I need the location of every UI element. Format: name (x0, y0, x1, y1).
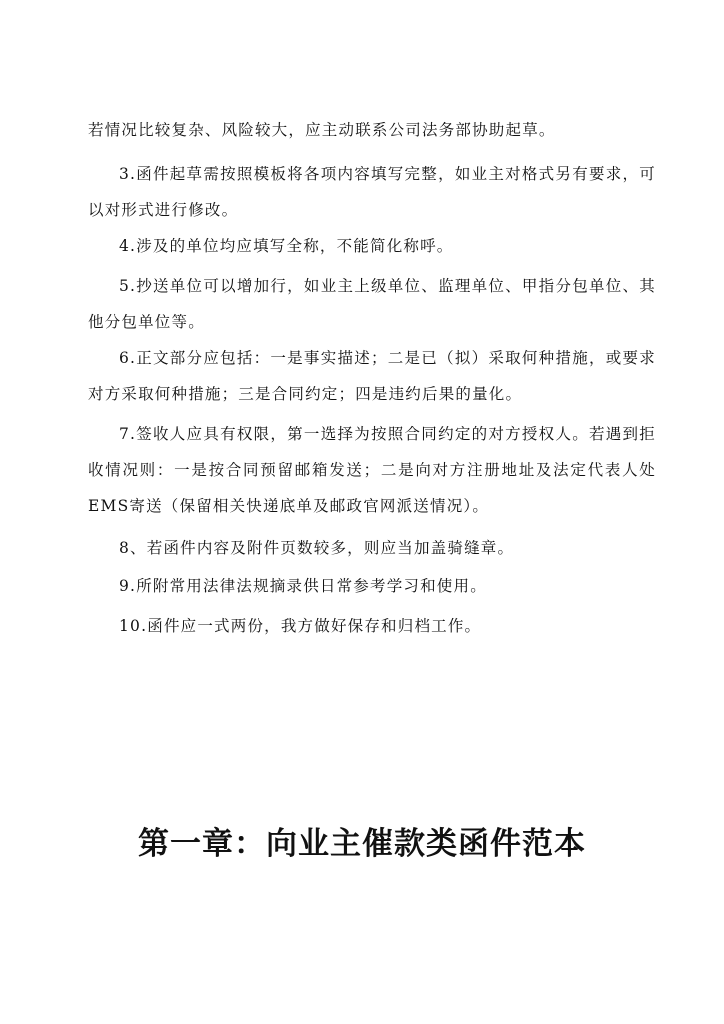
chapter-title: 第一章：向业主催款类函件范本 (138, 826, 586, 862)
paragraph-item-8: 8、若函件内容及附件页数较多，则应当加盖骑缝章。 (119, 539, 515, 557)
paragraph-item-5: 5.抄送单位可以增加行，如业主上级单位、监理单位、甲指分包单位、其他分包单位等。 (88, 277, 656, 331)
paragraph-continuation: 若情况比较复杂、风险较大，应主动联系公司法务部协助起草。 (88, 121, 556, 139)
paragraph-item-6: 6.正文部分应包括：一是事实描述；二是已（拟）采取何种措施，或要求对方采取何种措施；三是合同约定；四是违约后果的量化。 (88, 349, 656, 403)
paragraph-item-3: 3.函件起草需按照模板将各项内容填写完整，如业主对格式另有要求，可以对形式进行修改。 (88, 165, 656, 219)
paragraph-item-4: 4.涉及的单位均应填写全称，不能简化称呼。 (119, 237, 454, 255)
paragraph-item-10: 10.函件应一式两份，我方做好保存和归档工作。 (119, 617, 482, 635)
paragraph-item-9: 9.所附常用法律法规摘录供日常参考学习和使用。 (119, 577, 487, 595)
paragraph-item-7: 7.签收人应具有权限，第一选择为按照合同约定的对方授权人。若遇到拒收情况则：一是按合同预留邮箱发送；二是向对方注册地址及法定代表人处EMS寄送（保留相关快递底单及邮政官网派送情况）。 (88, 425, 656, 515)
